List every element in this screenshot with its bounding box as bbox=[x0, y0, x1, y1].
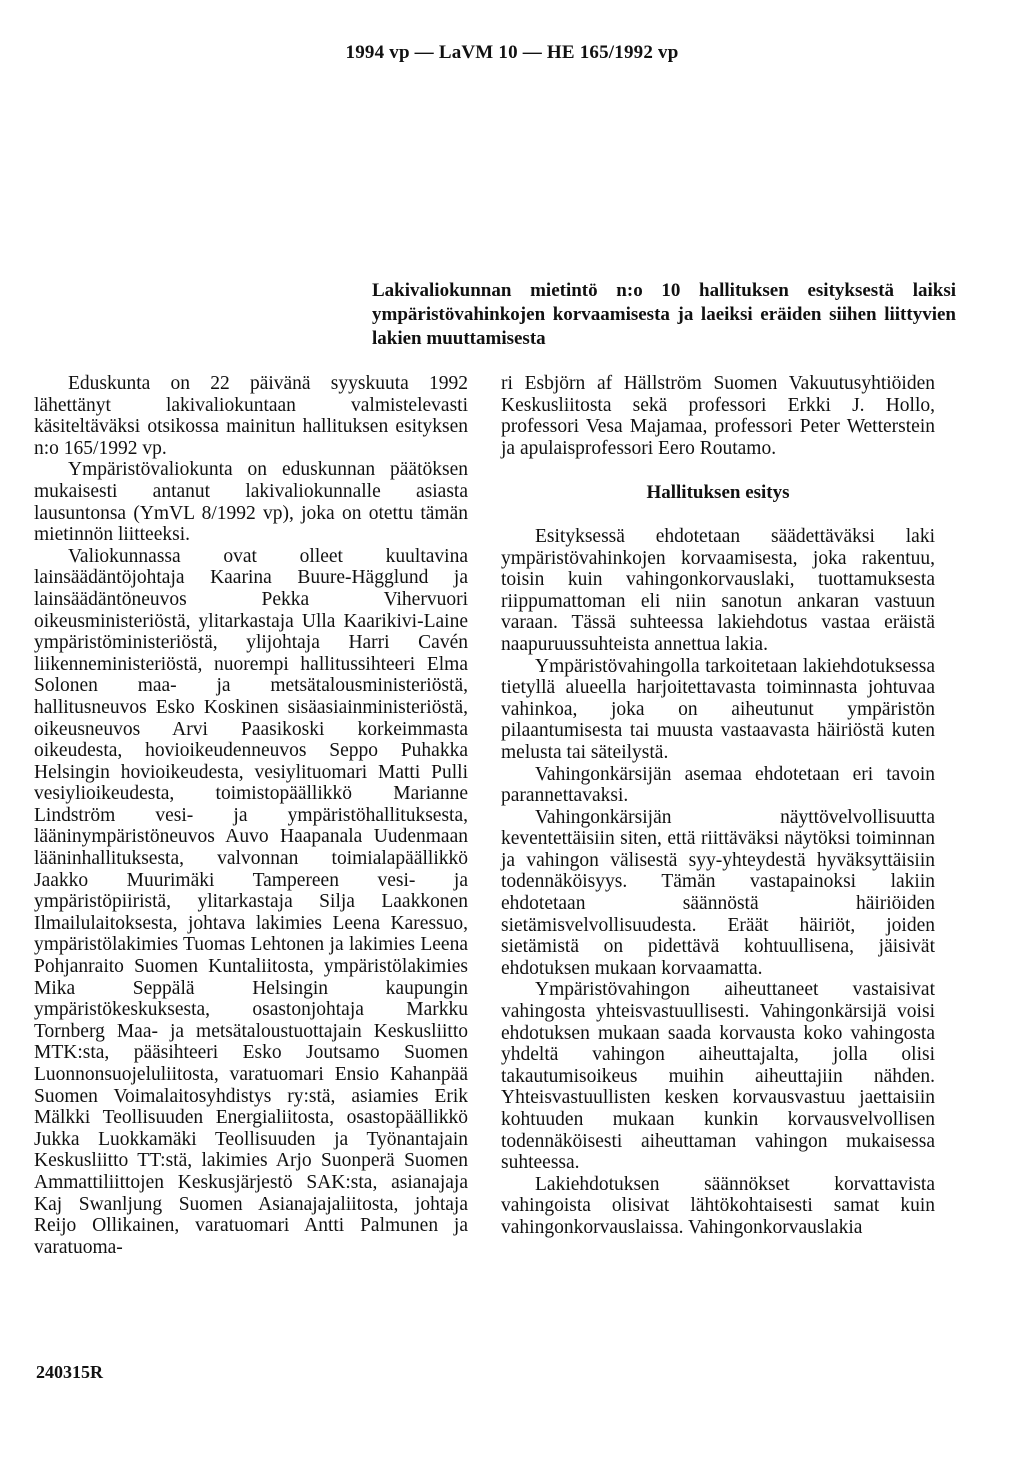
paragraph-joint-liability: Ympäristövahingon aiheuttaneet vastaisivat vahingosta yhteisvastuullisesti. Vahingonkärsijä voisi ehdotuksen mukaan saada korvausta koko vahingosta yhdeltä vahingon aiheuttajalta, jolla olisi takautumisoikeus muihin aiheuttajiin nähden. Yhteisvastuullisten kesken korvausvastuu jaettaisiin kohtuuden mukaan kunkin korvausvelvollisen todennäköisesti aiheuttaman vahingon mukaisessa suhteessa. bbox=[501, 979, 935, 1174]
section-heading-government-proposal: Hallituksen esitys bbox=[646, 482, 790, 504]
paragraph-proposal-summary: Esityksessä ehdotetaan säädettäväksi laki ympäristövahinkojen korvaamisesta, joka rakentuu, toisin kuin vahingonkorvauslaki, tuottamuksesta riippumattoman eli niin sanotun ankaran vastuun varaan. Tässä suhteessa lakiehdotus vastaa eräistä naapuruussuhteista annettua lakia. bbox=[501, 525, 935, 655]
paragraph-compensable-damage: Lakiehdotuksen säännökset korvattavista vahingoista olisivat lähtökohtaisesti samat kuin vahingonkorvauslaissa. Vahingonkorvauslakia bbox=[501, 1173, 935, 1238]
footer-print-code: 240315R bbox=[36, 1362, 103, 1382]
paragraph-injured-party-position: Vahingonkärsijän asemaa ehdotetaan eri tavoin parannettavaksi. bbox=[501, 763, 935, 807]
paragraph-environmental-damage-definition: Ympäristövahingolla tarkoitetaan lakiehdotuksessa tietyllä alueella harjoitettavasta toiminnasta johtuvaa vahinkoa, joka on aiheutunut ympäristön pilaantumisesta tai muusta vastaavasta häiriöstä kuten melusta tai säteilystä. bbox=[501, 655, 935, 763]
paragraph-statement: Ympäristövaliokunta on eduskunnan päätöksen mukaisesti antanut lakivaliokunnalle asiasta lausuntonsa (YmVL 8/1992 vp), joka on otettu tämän mietinnön liitteeksi. bbox=[34, 459, 468, 546]
paragraph-experts-heard: Valiokunnassa ovat olleet kuultavina lainsäädäntöjohtaja Kaarina Buure-Hägglund ja lainsäädäntöneuvos Pekka Vihervuori oikeusministeriöstä, ylitarkastaja Ulla Kaarikivi-Laine ympäristöministeriöstä, ylijohtaja Harri Cavén liikenneministeriöstä, nuorempi hallitussihteeri Elma Solonen maa- ja metsätalousministeriöstä, hallitusneuvos Esko Koskinen sisäasiainministeriöstä, oikeusneuvos Arvi Paasikoski korkeimmasta oikeudesta, hovioikeudenneuvos Seppo Puhakka Helsingin hovioikeudesta, vesiylituomari Matti Pulli vesiylioikeudesta, toimistopäällikkö Marianne Lindström vesi- ja ympäristöhallituksesta, lääninympäristöneuvos Auvo Haapanala Uudenmaan lääninhallituksesta, valvonnan toimialapäällikkö Jaakko Muurimäki Tampereen vesi- ja ympäristöpiiristä, ylitarkastaja Silja Laakkonen Ilmailulaitoksesta, johtava lakimies Leena Karessuo, ympäristölakimies Tuomas Lehtonen ja lakimies Leena Pohjanraito Suomen Kuntaliitosta, ympäristölakimies Mika Seppälä Helsingin kaupungin ympäristökeskuksesta, osastonjohtaja Markku Tornberg Maa- ja metsätaloustuottajain Keskusliitto MTK:sta, pääsihteeri Esko Joutsamo Suomen Luonnonsuojeluliitosta, varatuomari Ensio Kahanpää Suomen Voimalaitosyhdistys ry:stä, asiamies Erik Mälkki Teollisuuden Energialiitosta, osastopäällikkö Jukka Luokkamäki Teollisuuden ja Työnantajain Keskusliitto TT:stä, lakimies Arjo Suonperä Suomen Ammattiliittojen Keskusjärjestö SAK:sta, asianajaja Kaj Swanljung Suomen Asianajajaliitosta, johtaja Reijo Ollikainen, varatuomari Antti Palmunen ja varatuoma- bbox=[34, 545, 468, 1258]
paragraph-referral: Eduskunta on 22 päivänä syyskuuta 1992 lähettänyt lakivaliokuntaan valmistelevasti käsiteltäväksi otsikossa mainitun hallituksen esityksen n:o 165/1992 vp. bbox=[34, 373, 468, 459]
paragraph-burden-of-proof: Vahingonkärsijän näyttövelvollisuutta keventettäisiin siten, että riittäväksi näytöksi toiminnan ja vahingon välisestä syy-yhteydestä hyväksyttäisiin todennäköisyys. Tämän vastapainoksi lakiin ehdotetaan säännöstä häiriöiden sietämisvelvollisuudesta. Eräät häiriöt, joiden sietämistä on pidettävä kohtuullisena, jäisivät ehdotuksen mukaan korvaamatta. bbox=[501, 806, 935, 979]
right-column bbox=[501, 373, 935, 1239]
left-column bbox=[34, 373, 468, 1258]
running-header: 1994 vp — LaVM 10 — HE 165/1992 vp bbox=[345, 42, 679, 63]
paragraph-experts-continued: ri Esbjörn af Hällström Suomen Vakuutusyhtiöiden Keskusliitosta sekä professori Erkki J. Hollo, professori Vesa Majamaa, professori Peter Wetterstein ja apulaisprofessori Eero Routamo. bbox=[501, 373, 935, 459]
report-title: Lakivaliokunnan mietintö n:o 10 hallituksen esityksestä laiksi ympäristövahinkojen korvaamisesta ja laeiksi eräiden siihen liittyvien lakien muuttamisesta bbox=[372, 280, 956, 349]
